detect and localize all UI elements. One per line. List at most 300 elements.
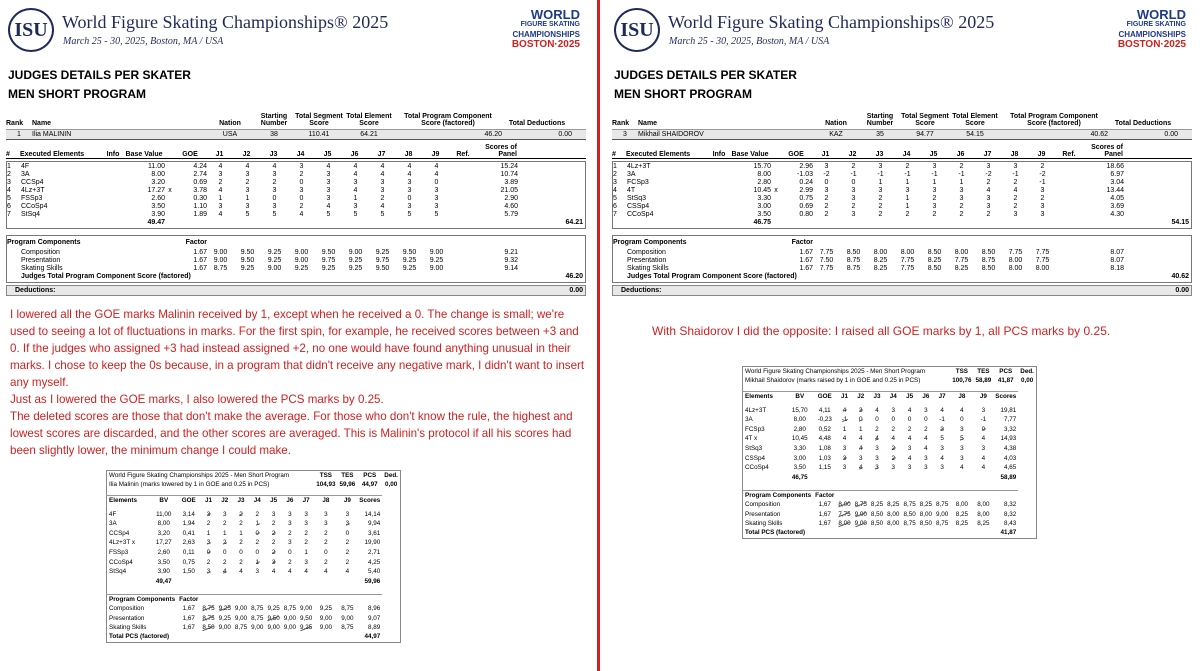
counted-mark: 3	[842, 444, 847, 452]
tes-header: Total Element Score	[346, 113, 392, 127]
judge-mark	[265, 613, 281, 623]
judge-mark: 3	[407, 203, 412, 210]
bonus-mark: x	[774, 187, 778, 194]
judge-mark	[200, 604, 216, 614]
base-value: 2,80	[793, 425, 806, 433]
element-number: 7	[7, 211, 11, 218]
pcs-total: 41,87	[1000, 529, 1017, 537]
element-number: 2	[613, 171, 617, 178]
judge-mark: 9.50	[321, 249, 336, 256]
counted-mark: 2	[239, 558, 243, 566]
column-header: Elements	[107, 496, 151, 506]
judge-mark	[885, 415, 901, 425]
rank-header: Rank	[6, 120, 24, 127]
counted-mark: 9,00	[935, 510, 949, 518]
judge-mark: -2	[1039, 171, 1046, 178]
judge-mark: 2	[986, 211, 991, 218]
pcs-total-row	[7, 273, 585, 281]
base-value: 11.00	[148, 163, 165, 170]
judge-mark: 3	[380, 179, 385, 186]
judge-mark: 4	[353, 163, 358, 170]
element-code: 4F	[21, 163, 30, 170]
judge-mark: 5	[245, 211, 250, 218]
counted-mark: 8,00	[887, 510, 900, 518]
counted-mark: 8,25	[955, 510, 968, 518]
base-value: 8,00	[157, 520, 170, 528]
scores-of-panel: 21.05	[500, 187, 518, 194]
base-value: 3,50	[793, 464, 806, 472]
judge-mark: 0	[851, 179, 856, 186]
judge-mark: 2	[1040, 195, 1045, 202]
counted-mark: 3	[981, 406, 986, 414]
ded-header: Total Deductions	[1114, 120, 1172, 127]
judge-header: J7	[377, 151, 386, 158]
element-code: CCoSp4	[745, 464, 769, 472]
goe-value: 0.24	[799, 179, 813, 186]
base-value: 15,70	[791, 406, 808, 414]
component-row	[7, 265, 585, 273]
judge-mark	[869, 444, 885, 454]
judge-mark	[853, 453, 869, 463]
elements-total-row	[743, 472, 1037, 482]
judge-mark: -1	[877, 171, 884, 178]
base-value: 17.27	[147, 187, 165, 194]
bonus-mark	[165, 163, 175, 171]
judge-mark	[885, 519, 901, 529]
goe-value: 4,11	[818, 406, 831, 414]
component-score: 9.21	[504, 249, 518, 256]
judge-mark: 4	[353, 171, 358, 178]
program-components-section	[612, 235, 1192, 283]
pcs-total: 44,97	[364, 633, 381, 641]
doc-title: JUDGES DETAILS PER SKATER	[8, 68, 191, 82]
table-title-row	[107, 471, 401, 481]
judge-mark	[314, 519, 337, 529]
judge-mark: -2	[823, 171, 830, 178]
row-score: 14,14	[364, 510, 381, 518]
skater-rank: 3	[623, 131, 627, 138]
counted-mark: 2	[271, 520, 276, 528]
judge-mark	[217, 557, 233, 567]
element-number: 3	[613, 179, 617, 186]
row-score: 4,38	[1004, 444, 1017, 452]
base-value: 3.20	[151, 179, 165, 186]
judge-mark: 3	[986, 203, 991, 210]
nation-header: Nation	[219, 120, 241, 127]
judge-mark	[918, 500, 934, 510]
summary-header-cell: PCS	[999, 368, 1013, 376]
skater-name: Mikhail SHAIDOROV	[638, 131, 704, 138]
spacer	[450, 257, 478, 265]
judge-mark: 9.00	[294, 249, 309, 256]
element-row	[613, 163, 1191, 171]
judge-mark: 9.25	[267, 249, 282, 256]
component-name: Presentation	[109, 614, 145, 622]
judge-mark	[249, 548, 265, 558]
counted-mark: 3	[981, 444, 986, 452]
judge-mark: 8.00	[1008, 265, 1023, 272]
summary-value-cell: 58,89	[975, 377, 992, 385]
judge-mark	[869, 424, 885, 434]
judge-mark: 4	[380, 203, 385, 210]
element-row	[7, 163, 585, 171]
column-header: J5	[265, 496, 281, 506]
element-row	[7, 171, 585, 179]
goe-value: 0.69	[193, 179, 207, 186]
judge-mark: 2	[218, 179, 223, 186]
judge-mark: 7.75	[819, 265, 834, 272]
judge-mark	[950, 463, 973, 473]
judge-mark	[869, 463, 885, 473]
start-header: Starting Number	[260, 113, 288, 127]
counted-mark: 4	[960, 406, 964, 414]
skater-nation: USA	[222, 131, 238, 138]
judge-mark	[836, 509, 852, 519]
counted-mark: 8,25	[887, 500, 900, 508]
base-value: 3.50	[151, 203, 165, 210]
judge-mark: 7.50	[819, 257, 834, 264]
base-value-total: 49.47	[147, 219, 165, 226]
bonus-mark	[771, 171, 781, 179]
counted-mark: 9,00	[283, 614, 296, 622]
element-info	[709, 187, 731, 195]
judge-mark	[217, 548, 233, 558]
judge-mark	[217, 528, 233, 538]
judge-mark	[974, 434, 994, 444]
judge-mark: 3	[299, 187, 304, 194]
counted-mark: 2	[907, 425, 912, 433]
program-components-header: Program Components	[7, 239, 81, 246]
judge-mark: 3	[353, 203, 358, 210]
judge-mark	[836, 424, 852, 434]
base-value: 3,50	[157, 558, 170, 566]
logo-line: CHAMPIONSHIPS	[512, 30, 580, 39]
counted-mark: 3	[924, 454, 928, 462]
judge-mark	[901, 463, 917, 473]
judge-mark	[836, 444, 852, 454]
component-row	[107, 623, 401, 633]
counted-mark: 8,75	[935, 520, 949, 528]
summary-value-cell: 59,96	[339, 481, 356, 489]
ded-header: Total Deductions	[508, 120, 566, 127]
judge-mark: 9.75	[321, 257, 336, 264]
counted-mark: 4	[345, 568, 350, 576]
championship-dates: March 25 - 30, 2025, Boston, MA / USA	[63, 36, 224, 47]
element-code: CSSp4	[745, 454, 765, 462]
pcs-total-row	[743, 528, 1037, 538]
judge-mark	[918, 519, 934, 529]
base-value-total: 46.75	[753, 219, 771, 226]
bonus-mark	[771, 179, 781, 187]
table-subtitle: Mikhail Shaidorov (marks raised by 1 in GOE and 0.25 in PCS)	[745, 377, 921, 385]
discarded-mark: -1	[841, 416, 848, 424]
column-header: BV	[150, 496, 177, 506]
deductions-row	[6, 285, 586, 296]
row-score: 5,40	[368, 568, 381, 576]
judge-mark: 2	[986, 179, 991, 186]
goe-value: 1,03	[818, 454, 831, 462]
counted-mark: 1	[304, 548, 308, 556]
column-header: Scores	[359, 497, 381, 505]
judge-mark: 7.75	[819, 249, 834, 256]
judge-mark	[233, 548, 249, 558]
table-row	[107, 557, 401, 567]
judge-mark	[314, 509, 337, 519]
discarded-mark: 1	[255, 558, 260, 566]
judge-mark: 9.25	[267, 257, 282, 264]
ref-value	[450, 179, 478, 187]
counted-mark: 0	[255, 548, 260, 556]
discarded-mark: 3	[875, 464, 879, 472]
counted-mark: 2	[288, 529, 292, 537]
component-factor: 1,67	[818, 520, 831, 528]
discarded-mark: 2	[891, 454, 896, 462]
judge-mark: 3	[1040, 211, 1045, 218]
base-value: 8.00	[151, 171, 165, 178]
total-pcs: 40.62	[1090, 131, 1108, 138]
base-value: 3.90	[151, 211, 165, 218]
isu-logo: ISU	[614, 8, 660, 52]
elements-header	[612, 144, 1192, 159]
judge-mark	[885, 500, 901, 510]
judge-mark	[853, 463, 869, 473]
counted-mark: 0	[924, 416, 928, 424]
spacer	[743, 472, 787, 482]
judge-mark	[934, 453, 950, 463]
discarded-mark: 1	[255, 520, 260, 528]
column-header: J9	[338, 496, 358, 506]
elements-body	[612, 161, 1192, 229]
base-value: 8,00	[793, 416, 806, 424]
deductions-label: Deductions:	[15, 287, 56, 294]
summary-header-cell: TSS	[955, 368, 968, 376]
judge-mark: 9.00	[348, 249, 363, 256]
judge-mark: 5	[272, 211, 277, 218]
judge-mark: 3	[851, 195, 856, 202]
judge-mark	[853, 405, 869, 415]
element-row	[613, 203, 1191, 211]
component-factor: 1,67	[182, 614, 195, 622]
judge-mark	[853, 509, 869, 519]
pcs-total-row	[107, 632, 401, 642]
counted-mark: 8,50	[870, 520, 884, 528]
judge-mark: 3	[272, 171, 277, 178]
judge-mark	[200, 623, 216, 633]
judge-mark	[265, 548, 281, 558]
judge-mark	[901, 453, 917, 463]
judge-mark	[314, 613, 337, 623]
goe-value: 0,75	[182, 558, 195, 566]
judge-mark: 8.75	[213, 265, 228, 272]
judge-header: J7	[983, 151, 992, 158]
base-value: 8.00	[757, 171, 771, 178]
table-row	[743, 444, 1037, 454]
judge-header: J2	[242, 151, 251, 158]
ref-value	[1056, 171, 1084, 179]
discarded-mark: 8,75	[202, 604, 215, 612]
judge-mark: 8.00	[1008, 257, 1023, 264]
judge-mark	[974, 509, 994, 519]
judge-mark: 3	[851, 211, 856, 218]
discarded-mark: 9,25	[299, 624, 313, 632]
shaidorov-panel	[606, 0, 1198, 671]
counted-mark: 8,00	[919, 510, 932, 518]
judge-mark: 9.50	[240, 249, 255, 256]
counted-mark: 9,00	[218, 624, 231, 632]
counted-mark: 8,25	[919, 500, 932, 508]
counted-mark: 4	[239, 568, 243, 576]
judge-mark: 3	[932, 163, 937, 170]
bonus-mark	[771, 211, 781, 219]
component-factor: 1.67	[799, 257, 813, 264]
summary-header-cell: TSS	[319, 472, 332, 480]
judge-mark	[233, 557, 249, 567]
base-value: 10,45	[791, 435, 808, 443]
component-name: Skating Skills	[627, 265, 669, 272]
counted-mark: 9,00	[341, 614, 354, 622]
counted-mark: 3	[924, 406, 928, 414]
counted-mark: 4	[924, 435, 928, 443]
worlds-boston-logo	[1110, 7, 1186, 52]
base-value: 3,90	[157, 568, 170, 576]
summary-header-cell: TES	[341, 472, 354, 480]
judge-mark: 2	[959, 203, 964, 210]
ref-value	[450, 163, 478, 171]
counted-mark: 4	[940, 406, 944, 414]
worlds-boston-logo	[504, 7, 580, 52]
judge-mark	[338, 567, 358, 577]
counted-mark: 8,25	[977, 520, 990, 528]
judge-mark: 9.50	[402, 249, 417, 256]
counted-mark: 3	[304, 510, 308, 518]
component-row	[743, 519, 1037, 529]
element-info	[103, 187, 125, 195]
spacer	[771, 219, 1149, 227]
spacer	[7, 257, 21, 265]
counted-mark: 8,25	[955, 520, 968, 528]
table-subtitle-row	[743, 376, 1037, 386]
total-deductions: 0.00	[1164, 131, 1178, 138]
judge-header: J4	[296, 151, 305, 158]
discarded-mark: 3	[940, 425, 944, 433]
judge-mark	[885, 405, 901, 415]
judge-mark	[233, 623, 249, 633]
base-value: 3.50	[757, 211, 771, 218]
championship-title: World Figure Skating Championships® 2025	[62, 12, 389, 32]
judge-header: J2	[848, 151, 857, 158]
bonus-mark	[165, 179, 175, 187]
judge-mark: 8.25	[927, 257, 942, 264]
judge-mark: 9.25	[240, 265, 255, 272]
judge-mark: 4	[218, 211, 223, 218]
judge-mark	[282, 557, 298, 567]
component-factor: 1.67	[193, 249, 207, 256]
base-value-total: 49,47	[155, 577, 172, 585]
counted-mark: -1	[939, 416, 945, 424]
judge-mark: 3	[380, 187, 385, 194]
judge-mark	[298, 538, 314, 548]
table-row	[743, 434, 1037, 444]
judge-mark: 3	[407, 179, 412, 186]
judge-mark	[282, 509, 298, 519]
spacer	[450, 265, 478, 273]
judge-mark	[265, 567, 281, 577]
counted-mark: 4	[288, 568, 292, 576]
spacer	[107, 576, 151, 586]
judge-mark	[233, 528, 249, 538]
scores-of-panel: 5.79	[504, 211, 518, 218]
judge-mark: 0	[299, 195, 304, 202]
goe-value: -0,23	[817, 416, 832, 424]
judge-mark	[249, 567, 265, 577]
component-row	[7, 249, 585, 257]
discarded-mark: 3	[271, 558, 276, 566]
element-code: 3A	[109, 520, 117, 528]
counted-mark: 8,00	[887, 520, 900, 528]
judges-protocol	[612, 113, 1192, 296]
judge-header: J6	[350, 151, 359, 158]
judge-mark	[974, 453, 994, 463]
row-score: 3,32	[1004, 425, 1017, 433]
table-row	[107, 509, 401, 519]
goe-value: 2.99	[799, 187, 813, 194]
logo-line: WORLD	[530, 7, 580, 22]
ref-value	[450, 187, 478, 195]
base-value: 3,00	[793, 454, 806, 462]
element-code: 3A	[627, 171, 636, 178]
scores-of-panel: 18.66	[1106, 163, 1124, 170]
counted-mark: 8,75	[234, 624, 248, 632]
table-row	[743, 453, 1037, 463]
judge-mark	[314, 567, 337, 577]
judge-mark	[298, 604, 314, 614]
scores-of-panel: 15.24	[500, 163, 518, 170]
components-header	[613, 237, 1191, 249]
judge-mark	[918, 463, 934, 473]
judge-mark: 9.50	[375, 265, 390, 272]
judge-mark: 9.25	[375, 249, 390, 256]
judge-mark	[869, 519, 885, 529]
ref-value	[450, 195, 478, 203]
discarded-mark: 2	[271, 548, 276, 556]
judge-mark: 7.75	[1035, 249, 1050, 256]
elements-header	[6, 144, 586, 159]
spacer	[613, 257, 627, 265]
base-value: 11,00	[156, 510, 172, 518]
judge-mark	[282, 548, 298, 558]
judge-mark	[836, 434, 852, 444]
goe-value: 0.75	[799, 195, 813, 202]
component-name: Skating Skills	[21, 265, 63, 272]
counted-mark: 3	[875, 454, 879, 462]
table-title: World Figure Skating Championships 2025 - Men Short Program	[109, 472, 290, 480]
counted-mark: 2	[223, 520, 227, 528]
element-code: 4T x	[745, 435, 758, 443]
judge-mark: 2	[1013, 203, 1018, 210]
counted-mark: 3	[255, 568, 260, 576]
table-subtitle: Ilia Malinin (marks lowered by 1 in GOE and 0.25 in PCS)	[109, 481, 270, 489]
judge-mark: -2	[985, 171, 992, 178]
counted-mark: 9,25	[218, 614, 231, 622]
scores-of-panel: 10.74	[500, 171, 518, 178]
counted-mark: 4	[981, 435, 986, 443]
goe-value: 3.78	[193, 187, 207, 194]
starting-number: 38	[270, 131, 278, 138]
judge-mark	[950, 424, 973, 434]
judge-mark	[200, 613, 216, 623]
judge-mark: 0	[407, 195, 412, 202]
judge-mark: 2	[905, 163, 910, 170]
